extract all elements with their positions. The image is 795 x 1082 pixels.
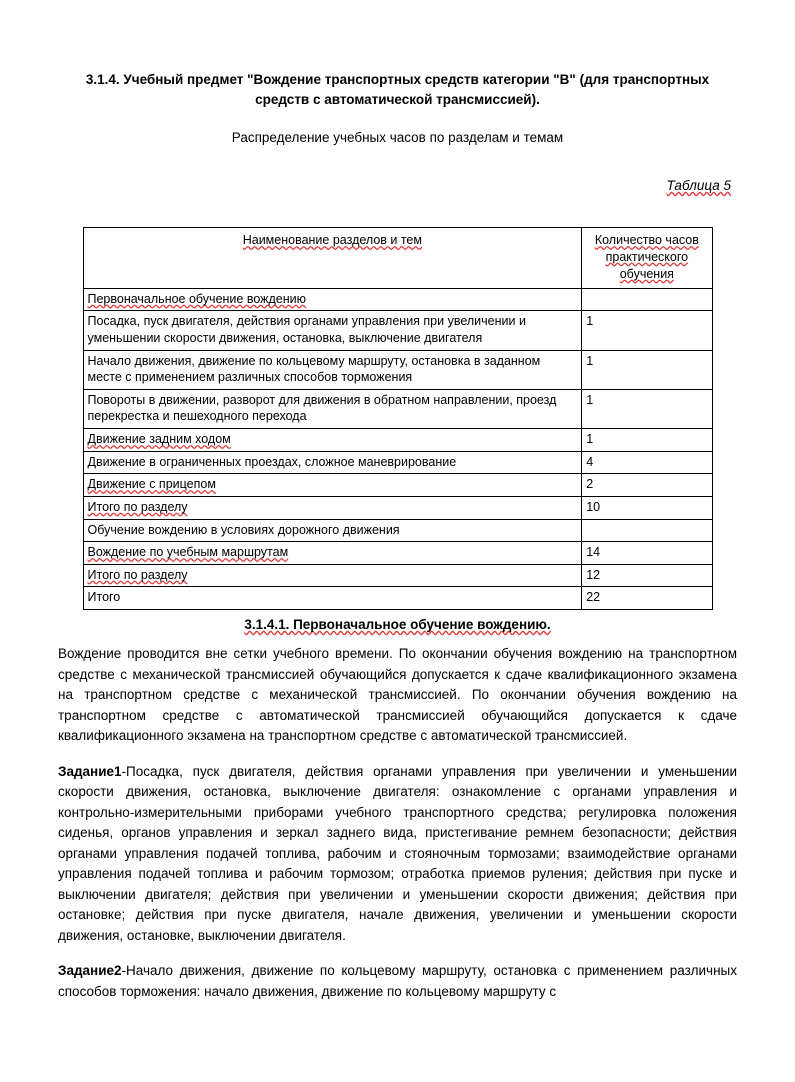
cell-name: Движение задним ходом — [83, 429, 582, 452]
cell-name: Итого по разделу — [83, 496, 582, 519]
table-row — [83, 496, 712, 519]
cell-hours: 1 — [582, 429, 712, 452]
task-1-label: Задание1 — [58, 763, 122, 779]
cell-hours — [582, 288, 712, 311]
cell-hours: 12 — [582, 564, 712, 587]
task-2-text: -Начало движения, движение по кольцевому маршруту, остановка с применением различных способов торможения: начало движения, движение по кольцевому маршруту с — [58, 963, 737, 999]
cell-hours: 4 — [582, 451, 712, 474]
paragraph-intro: Вождение проводится вне сетки учебного времени. По окончании обучения вождению на транспортном средстве с механической трансмиссией обучающийся допускается к сдаче квалификационного экзамена на транспортном средстве с механической трансмиссией. По окончании обучения вождению на транспортном средстве с автоматической трансмиссией обучающийся допускается к сдаче квалификационного экзамена на транспортном средстве с автоматической трансмиссией. — [58, 646, 737, 744]
header-cell-name — [83, 228, 582, 289]
header-label-hours: Количество часов практического обучения — [594, 233, 699, 281]
table-row — [83, 587, 712, 610]
cell-hours: 10 — [582, 496, 712, 519]
task-2-label: Задание2 — [58, 963, 122, 979]
table-row — [83, 311, 712, 350]
paragraph-task-1 — [58, 762, 737, 947]
cell-name: Движение с прицепом — [83, 474, 582, 497]
cell-hours: 14 — [582, 542, 712, 565]
table-header-row — [83, 228, 712, 289]
subtitle: Распределение учебных часов по разделам и темам — [231, 130, 564, 146]
table-row — [83, 519, 712, 542]
page-title: 3.1.4. Учебный предмет "Вождение транспортных средств категории "В" (для транспортных средств с автоматической трансмиссией). — [85, 72, 710, 107]
cell-name: Вождение по учебным маршрутам — [83, 542, 582, 565]
hours-table — [83, 227, 713, 610]
cell-name: Повороты в движении, разворот для движения в обратном направлении, проезд перекрестка и пешеходного перехода — [83, 389, 582, 428]
cell-hours — [582, 519, 712, 542]
table-row — [83, 542, 712, 565]
table-caption-text: Таблица 5 — [666, 178, 731, 194]
cell-name: Первоначальное обучение вождению — [83, 288, 582, 311]
cell-name: Движение в ограниченных проездах, сложное маневрирование — [83, 451, 582, 474]
table-caption — [58, 178, 737, 193]
table-row — [83, 474, 712, 497]
cell-hours: 1 — [582, 389, 712, 428]
cell-name: Начало движения, движение по кольцевому маршруту, остановка в заданном месте с применением различных способов торможения — [83, 350, 582, 389]
table-row — [83, 389, 712, 428]
cell-hours: 1 — [582, 350, 712, 389]
table-row — [83, 288, 712, 311]
table-row — [83, 451, 712, 474]
header-cell-hours — [582, 228, 712, 289]
section-heading-text: 3.1.4.1. Первоначальное обучение вождению. — [244, 617, 551, 633]
section-heading — [58, 617, 737, 632]
table-row — [83, 564, 712, 587]
cell-name: Итого — [83, 587, 582, 610]
table-head — [83, 228, 712, 289]
header-label-name: Наименование разделов и тем — [242, 233, 422, 248]
table-body — [83, 288, 712, 609]
cell-hours: 1 — [582, 311, 712, 350]
task-1-text: -Посадка, пуск двигателя, действия органами управления при увеличении и уменьшении скорости движения, остановка, выключение двигателя: ознакомление с органами управления и контрольно-измерительными приборами учебного транспортного средства; регулировка положения сиденья, органов управления и зеркал заднего вида, пристегивание ремнем безопасности; действия органами управления подачей топлива, рабочим и стояночным тормозами; взаимодействие органами управления подачей топлива и рабочим тормозом; отработка приемов руления; действия при пуске и выключении двигателя; действия при увеличении и уменьшении скорости движения; действия при остановке; действия при пуске двигателя, начале движения, увеличении и уменьшении скорости движения, остановке, выключении двигателя. — [58, 763, 737, 943]
cell-hours: 22 — [582, 587, 712, 610]
paragraph-task-2 — [58, 961, 737, 1002]
table-row — [83, 350, 712, 389]
cell-hours: 2 — [582, 474, 712, 497]
cell-name: Посадка, пуск двигателя, действия органами управления при увеличении и уменьшении скорости движения, остановка, выключение двигателя — [83, 311, 582, 350]
cell-name: Обучение вождению в условиях дорожного движения — [83, 519, 582, 542]
cell-name: Итого по разделу — [83, 564, 582, 587]
table-row — [83, 429, 712, 452]
